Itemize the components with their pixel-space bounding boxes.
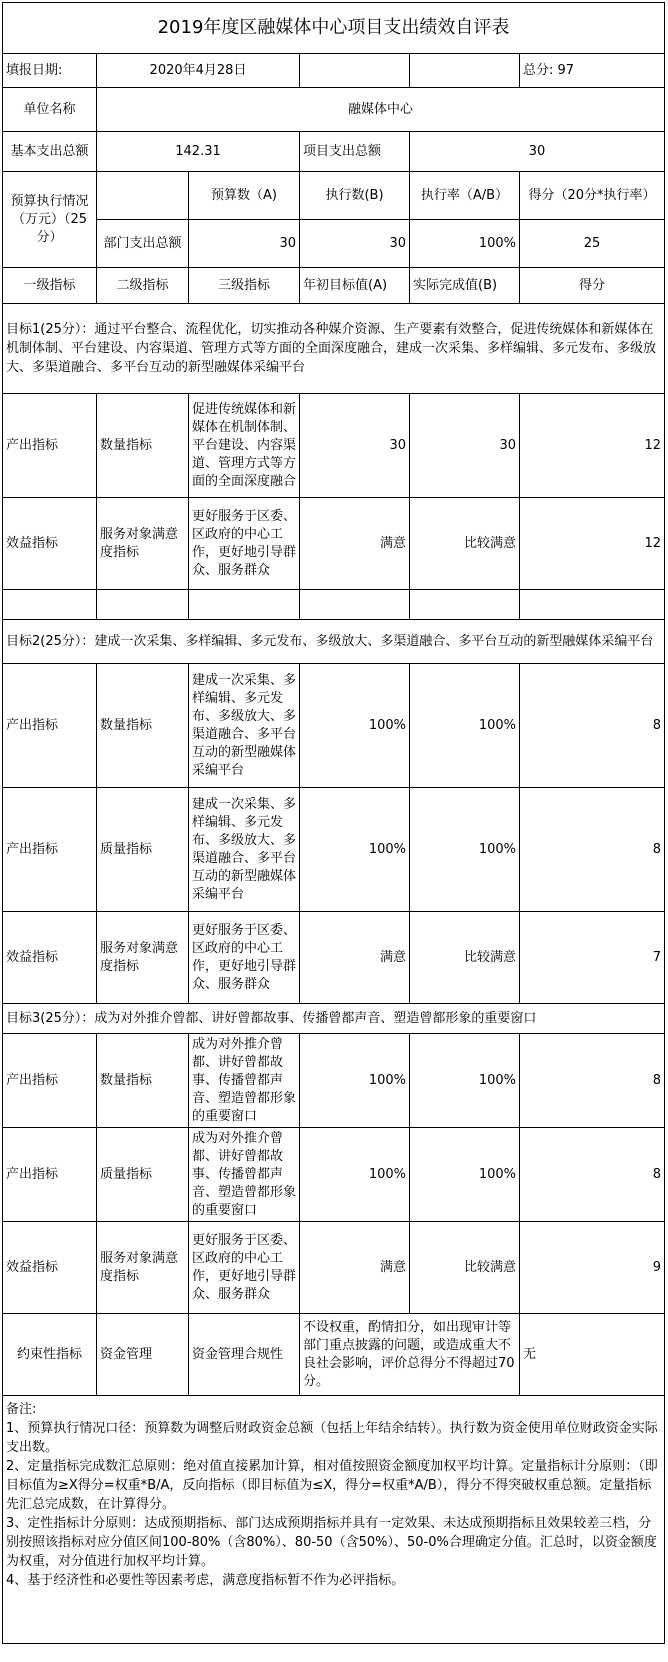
goal3-row2-l2: 质量指标 — [97, 1128, 189, 1222]
goal1-text: 目标1(25分）：通过平台整合、流程优化，切实推动各种媒介资源、生产要素有效整合，促进传统媒体和新媒体在机制体制、平台建设、内容渠道、管理方式等方面的全面深度融合，建成一次采集、多样编辑、多元发布、多级放大、多渠道融合、多平台互动的新型融媒体采编平台 — [3, 304, 665, 394]
goal3-row3-l2: 服务对象满意度指标 — [97, 1222, 189, 1314]
goal1-row1-l3: 促进传统媒体和新媒体在机制体制、平台建设、内容渠道、管理方式等方面的全面深度融合 — [189, 394, 300, 498]
goal2-row1-target: 100% — [300, 664, 410, 788]
fill-date-label: 填报日期: — [3, 54, 97, 88]
goal2-row3-actual: 比较满意 — [410, 912, 520, 1004]
constraint-score: 无 — [520, 1314, 665, 1396]
unit-value: 融媒体中心 — [97, 88, 665, 132]
goal3-text: 目标3(25分）：成为对外推介曾都、讲好曾都故事、传播曾都声音、塑造曾都形象的重要窗口 — [3, 1004, 665, 1034]
goal3-row3-target: 满意 — [300, 1222, 410, 1314]
goal2-row3-l2: 服务对象满意度指标 — [97, 912, 189, 1004]
goal2-row2-l1: 产出指标 — [3, 788, 97, 912]
goal3-row1-l2: 数量指标 — [97, 1034, 189, 1128]
constraint-l2: 资金管理 — [97, 1314, 189, 1396]
goal2-row2-l3: 建成一次采集、多样编辑、多元发布、多级放大、多渠道融合、多平台互动的新型融媒体采编平台 — [189, 788, 300, 912]
goal1-row2-target: 满意 — [300, 498, 410, 590]
total-score: 总分: 97 — [520, 54, 665, 88]
project-exp-value: 30 — [410, 132, 665, 172]
head-actual: 实际完成值(B) — [410, 268, 520, 304]
budget-head-score: 得分（20分*执行率） — [520, 172, 665, 220]
basic-exp-label: 基本支出总额 — [3, 132, 97, 172]
empty-cell — [189, 590, 300, 620]
goal2-row3-l1: 效益指标 — [3, 912, 97, 1004]
constraint-l1: 约束性指标 — [3, 1314, 97, 1396]
constraint-desc-text: 不设权重，酌情扣分，如出现审计等部门重点披露的问题，或造成重大不良社会影响，评价总得分不得超过70分。 — [303, 1319, 515, 1389]
goal3-row2-l1: 产出指标 — [3, 1128, 97, 1222]
goal3-row1-target: 100% — [300, 1034, 410, 1128]
goal3-row3-actual: 比较满意 — [410, 1222, 520, 1314]
empty-cell — [97, 590, 189, 620]
dept-exp-label: 部门支出总额 — [97, 220, 189, 268]
empty-cell — [410, 54, 520, 88]
goal2-row1-actual: 100% — [410, 664, 520, 788]
empty-cell — [410, 590, 520, 620]
empty-cell — [520, 590, 665, 620]
goal3-row1-l1: 产出指标 — [3, 1034, 97, 1128]
goal3-row3-l1: 效益指标 — [3, 1222, 97, 1314]
goal2-row2-actual: 100% — [410, 788, 520, 912]
head-level1: 一级指标 — [3, 268, 97, 304]
budget-value-a: 30 — [189, 220, 300, 268]
goal3-row3-score: 9 — [520, 1222, 665, 1314]
head-score: 得分 — [520, 268, 665, 304]
budget-value-rate: 100% — [410, 220, 520, 268]
budget-value-score: 25 — [520, 220, 665, 268]
goal2-row1-score: 8 — [520, 664, 665, 788]
goal2-row1-l3: 建成一次采集、多样编辑、多元发布、多级放大、多渠道融合、多平台互动的新型融媒体采编平台 — [189, 664, 300, 788]
goal3-row1-score: 8 — [520, 1034, 665, 1128]
constraint-desc — [300, 1314, 520, 1396]
goal1-row2-actual: 比较满意 — [410, 498, 520, 590]
head-target: 年初目标值(A) — [300, 268, 410, 304]
budget-head-b: 执行数(B) — [300, 172, 410, 220]
performance-table — [2, 2, 665, 1644]
notes-cell — [3, 1396, 665, 1644]
goal1-row1-target: 30 — [300, 394, 410, 498]
goal1-row2-l2: 服务对象满意度指标 — [97, 498, 189, 590]
head-level3: 三级指标 — [189, 268, 300, 304]
goal3-row2-target: 100% — [300, 1128, 410, 1222]
goal3-row2-score: 8 — [520, 1128, 665, 1222]
note-item: 1、预算执行情况口径：预算数为调整后财政资金总额（包括上年结余结转）。执行数为资金使用单位财政资金实际支出数。 — [6, 1421, 658, 1455]
goal2-row3-target: 满意 — [300, 912, 410, 1004]
goal3-row2-actual: 100% — [410, 1128, 520, 1222]
goal1-row1-l2: 数量指标 — [97, 394, 189, 498]
notes-title: 备注: — [6, 1402, 37, 1417]
fill-date-value: 2020年4月28日 — [97, 54, 300, 88]
goal2-row2-target: 100% — [300, 788, 410, 912]
empty-cell — [3, 590, 97, 620]
empty-cell — [300, 54, 410, 88]
goal2-row3-score: 7 — [520, 912, 665, 1004]
budget-head-rate: 执行率（A/B） — [410, 172, 520, 220]
page-title: 2019年度区融媒体中心项目支出绩效自评表 — [3, 3, 665, 54]
budget-exec-label: 预算执行情况（万元）（25分） — [3, 172, 97, 268]
goal2-row2-l2: 质量指标 — [97, 788, 189, 912]
unit-label: 单位名称 — [3, 88, 97, 132]
goal1-row2-score: 12 — [520, 498, 665, 590]
goal2-row1-l2: 数量指标 — [97, 664, 189, 788]
empty-cell — [97, 172, 189, 220]
goal1-row1-actual: 30 — [410, 394, 520, 498]
basic-exp-value: 142.31 — [97, 132, 300, 172]
project-exp-label: 项目支出总额 — [300, 132, 410, 172]
goal2-text: 目标2(25分）：建成一次采集、多样编辑、多元发布、多级放大、多渠道融合、多平台互动的新型融媒体采编平台 — [3, 620, 665, 664]
note-item: 3、定性指标计分原则：达成预期指标、部门达成预期指标并具有一定效果、未达成预期指标且效果较差三档，分别按照该指标对应分值区间100-80%（含80%）、80-50（含50%）、50-0%合理确定分值。汇总时，以资金额度为权重，对分值进行加权平均计算。 — [6, 1516, 657, 1569]
goal2-row2-score: 8 — [520, 788, 665, 912]
goal3-row1-actual: 100% — [410, 1034, 520, 1128]
goal1-row1-l1: 产出指标 — [3, 394, 97, 498]
goal1-row2-l1: 效益指标 — [3, 498, 97, 590]
goal3-row1-l3: 成为对外推介曾都、讲好曾都故事、传播曾都声音、塑造曾都形象的重要窗口 — [189, 1034, 300, 1128]
goal1-row1-score: 12 — [520, 394, 665, 498]
note-item: 2、定量指标完成数汇总原则：绝对值直接累加计算，相对值按照资金额度加权平均计算。定量指标计分原则：（即目标值为≥X得分=权重*B/A，反向指标（即目标值为≤X，得分=权重*A/B），得分不得突破权重总额。定量指标先汇总完成数，在计算得分。 — [6, 1459, 658, 1512]
head-level2: 二级指标 — [97, 268, 189, 304]
budget-head-a: 预算数（A) — [189, 172, 300, 220]
goal1-row2-l3: 更好服务于区委、区政府的中心工作，更好地引导群众、服务群众 — [189, 498, 300, 590]
note-item: 4、基于经济性和必要性等因素考虑，满意度指标暂不作为必评指标。 — [6, 1573, 405, 1588]
empty-cell — [300, 590, 410, 620]
goal3-row2-l3: 成为对外推介曾都、讲好曾都故事、传播曾都声音、塑造曾都形象的重要窗口 — [189, 1128, 300, 1222]
goal3-row3-l3: 更好服务于区委、区政府的中心工作，更好地引导群众、服务群众 — [189, 1222, 300, 1314]
goal2-row3-l3: 更好服务于区委、区政府的中心工作，更好地引导群众、服务群众 — [189, 912, 300, 1004]
constraint-l3: 资金管理合规性 — [189, 1314, 300, 1396]
budget-value-b: 30 — [300, 220, 410, 268]
goal2-row1-l1: 产出指标 — [3, 664, 97, 788]
